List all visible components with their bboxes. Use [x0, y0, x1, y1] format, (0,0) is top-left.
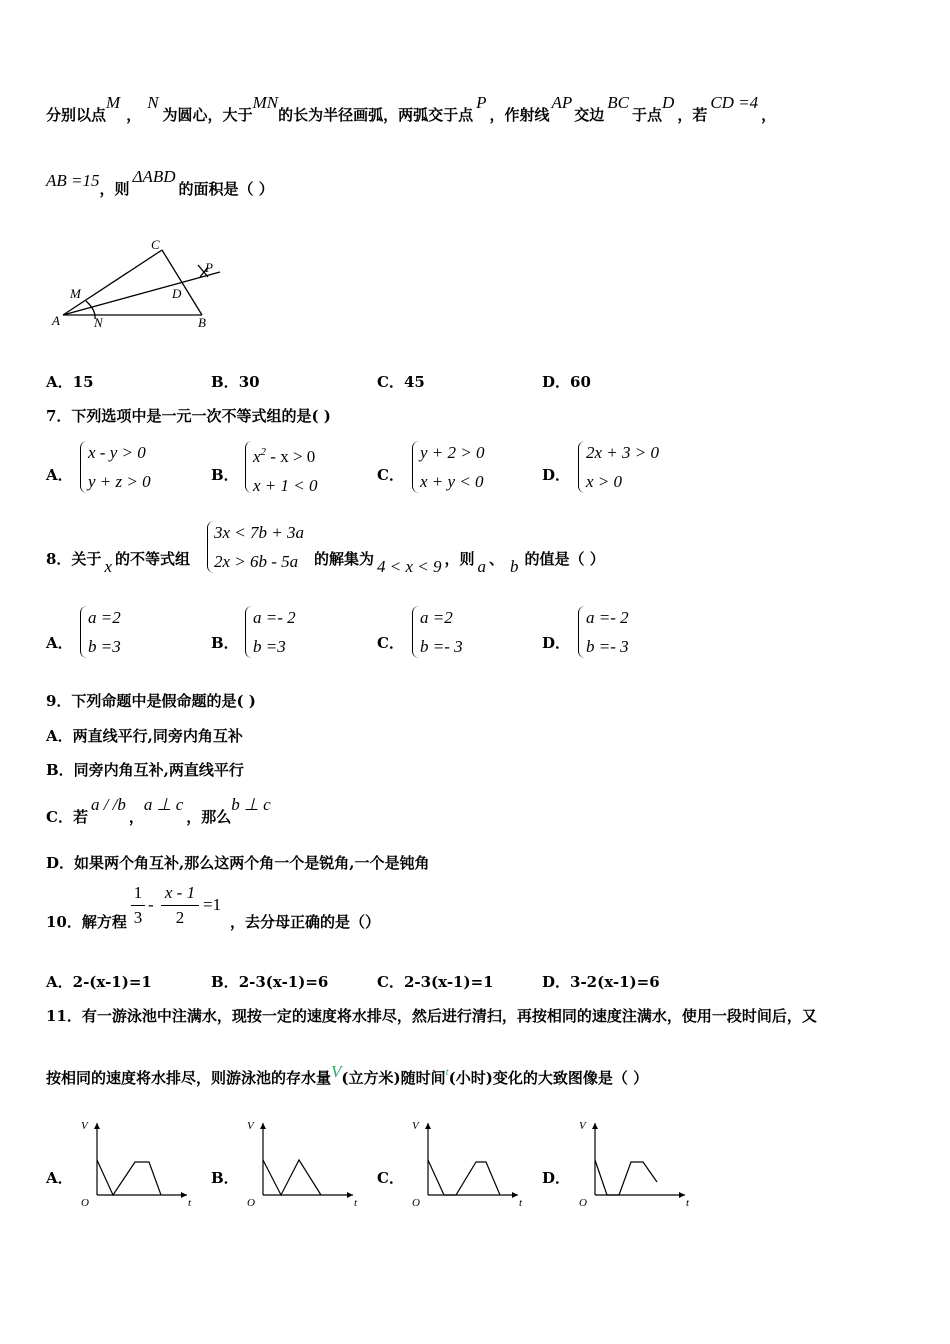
q6-option-d[interactable]: D．60	[542, 373, 591, 391]
svg-text:t: t	[188, 1197, 192, 1209]
q7-b-system: $x^2 - x > 0$ x + 1 < 0	[253, 446, 318, 495]
q11-option-a[interactable]: A．	[46, 1169, 73, 1187]
q8-option-c[interactable]: C．	[377, 634, 404, 652]
q7-a-system: x - y > 0 y + z > 0	[88, 443, 151, 491]
fig-label-p: P	[205, 260, 213, 275]
svg-text:t: t	[519, 1197, 523, 1209]
q7-b-brace	[245, 441, 253, 493]
fig-label-a: A	[52, 313, 60, 328]
q7-c-brace	[412, 441, 420, 493]
triangle-figure	[50, 235, 230, 335]
q7-option-c[interactable]: C．	[377, 466, 404, 484]
q7-d-brace	[578, 441, 586, 493]
q8-stem: 8．关于 x 的不等式组	[46, 550, 190, 576]
q11-line2: 按相同的速度将水排尽，则游泳池的存水量V(立方米)随时间$^t$(小时)变化的大致图像是（ ）	[46, 1062, 649, 1087]
q9-option-b[interactable]: B．同旁内角互补,两直线平行	[46, 761, 244, 779]
q9-stem: 9．下列命题中是假命题的是( )	[46, 692, 256, 710]
svg-text:O: O	[412, 1197, 420, 1209]
q8-option-b[interactable]: B．	[211, 634, 239, 652]
q8-a-system: a =2 b =3	[88, 608, 121, 656]
q10-option-c[interactable]: C．2-3(x-1)=1	[377, 973, 494, 991]
q8-system: 3x < 7b + 3a 2x > 6b - 5a	[214, 523, 304, 571]
fig-label-c: C	[151, 237, 160, 252]
q11-graph-c	[406, 1115, 526, 1210]
q8-b-brace	[245, 606, 253, 658]
q10-option-a[interactable]: A．2-(x-1)=1	[46, 973, 152, 991]
q6-option-a[interactable]: A．15	[46, 373, 94, 391]
svg-text:t: t	[354, 1197, 358, 1209]
svg-text:V: V	[412, 1120, 419, 1132]
q8-c-brace	[412, 606, 420, 658]
svg-text:O: O	[579, 1197, 587, 1209]
q10-label: 10．解方程	[46, 913, 127, 931]
fig-label-m: M	[70, 286, 81, 301]
q8-stem-rest: 的解集为 4 < x < 9 ，则 a 、 b 的值是（ ）	[314, 550, 605, 576]
svg-text:t: t	[686, 1197, 690, 1209]
q6-option-c[interactable]: C．45	[377, 373, 425, 391]
q8-option-a[interactable]: A．	[46, 634, 73, 652]
svg-text:V: V	[247, 1120, 254, 1132]
q7-option-b[interactable]: B．	[211, 466, 239, 484]
q10-option-d[interactable]: D．3-2(x-1)=6	[542, 973, 660, 991]
q7-a-brace	[80, 441, 88, 493]
q8-d-brace	[578, 606, 586, 658]
q7-c-system: y + 2 > 0 x + y < 0	[420, 443, 485, 491]
q8-c-system: a =2 b =- 3	[420, 608, 463, 656]
q11-graph-a	[75, 1115, 195, 1210]
q8-option-d[interactable]: D．	[542, 634, 571, 652]
q9-option-a[interactable]: A．两直线平行,同旁内角互补	[46, 727, 243, 745]
q11-option-d[interactable]: D．	[542, 1169, 571, 1187]
svg-text:V: V	[81, 1120, 88, 1132]
q8-d-system: a =- 2 b =- 3	[586, 608, 629, 656]
q11-graph-d	[573, 1115, 693, 1210]
fig-label-n: N	[94, 315, 103, 330]
q8-a-brace	[80, 606, 88, 658]
q11-option-c[interactable]: C．	[377, 1169, 404, 1187]
svg-text:O: O	[81, 1197, 89, 1209]
q7-option-a[interactable]: A．	[46, 466, 73, 484]
q7-stem: 7．下列选项中是一元一次不等式组的是( )	[46, 407, 331, 425]
q6-line1: 分别以点M，N为圆心，大于MN的长为半径画弧，两弧交于点P，作射线AP交边BC于点D，若CD =4，	[46, 93, 777, 124]
q10-stem-rest: ，去分母正确的是（）	[230, 913, 381, 931]
svg-text:V: V	[579, 1120, 586, 1132]
fig-label-d: D	[172, 286, 182, 301]
q9-option-c[interactable]: C．若a / /b，a ⊥ c，那么b ⊥ c	[46, 795, 271, 826]
q11-option-b[interactable]: B．	[211, 1169, 239, 1187]
q6-option-b[interactable]: B．30	[211, 373, 260, 391]
fig-label-b: B	[198, 315, 206, 330]
q6-line2: AB =15，则ΔABD的面积是（ ）	[46, 167, 274, 198]
q9-option-d[interactable]: D．如果两个角互补,那么这两个角一个是锐角,一个是钝角	[46, 854, 430, 872]
q7-option-d[interactable]: D．	[542, 466, 571, 484]
q11-graph-b	[241, 1115, 361, 1210]
q11-line1: 11．有一游泳池中注满水，现按一定的速度将水排尽，然后进行清扫，再按相同的速度注满水，使用一段时间后，又	[46, 1007, 817, 1025]
svg-text:O: O	[247, 1197, 255, 1209]
q7-d-system: 2x + 3 > 0 x > 0	[586, 443, 659, 491]
q10-option-b[interactable]: B．2-3(x-1)=6	[211, 973, 329, 991]
q8-b-system: a =- 2 b =3	[253, 608, 296, 656]
